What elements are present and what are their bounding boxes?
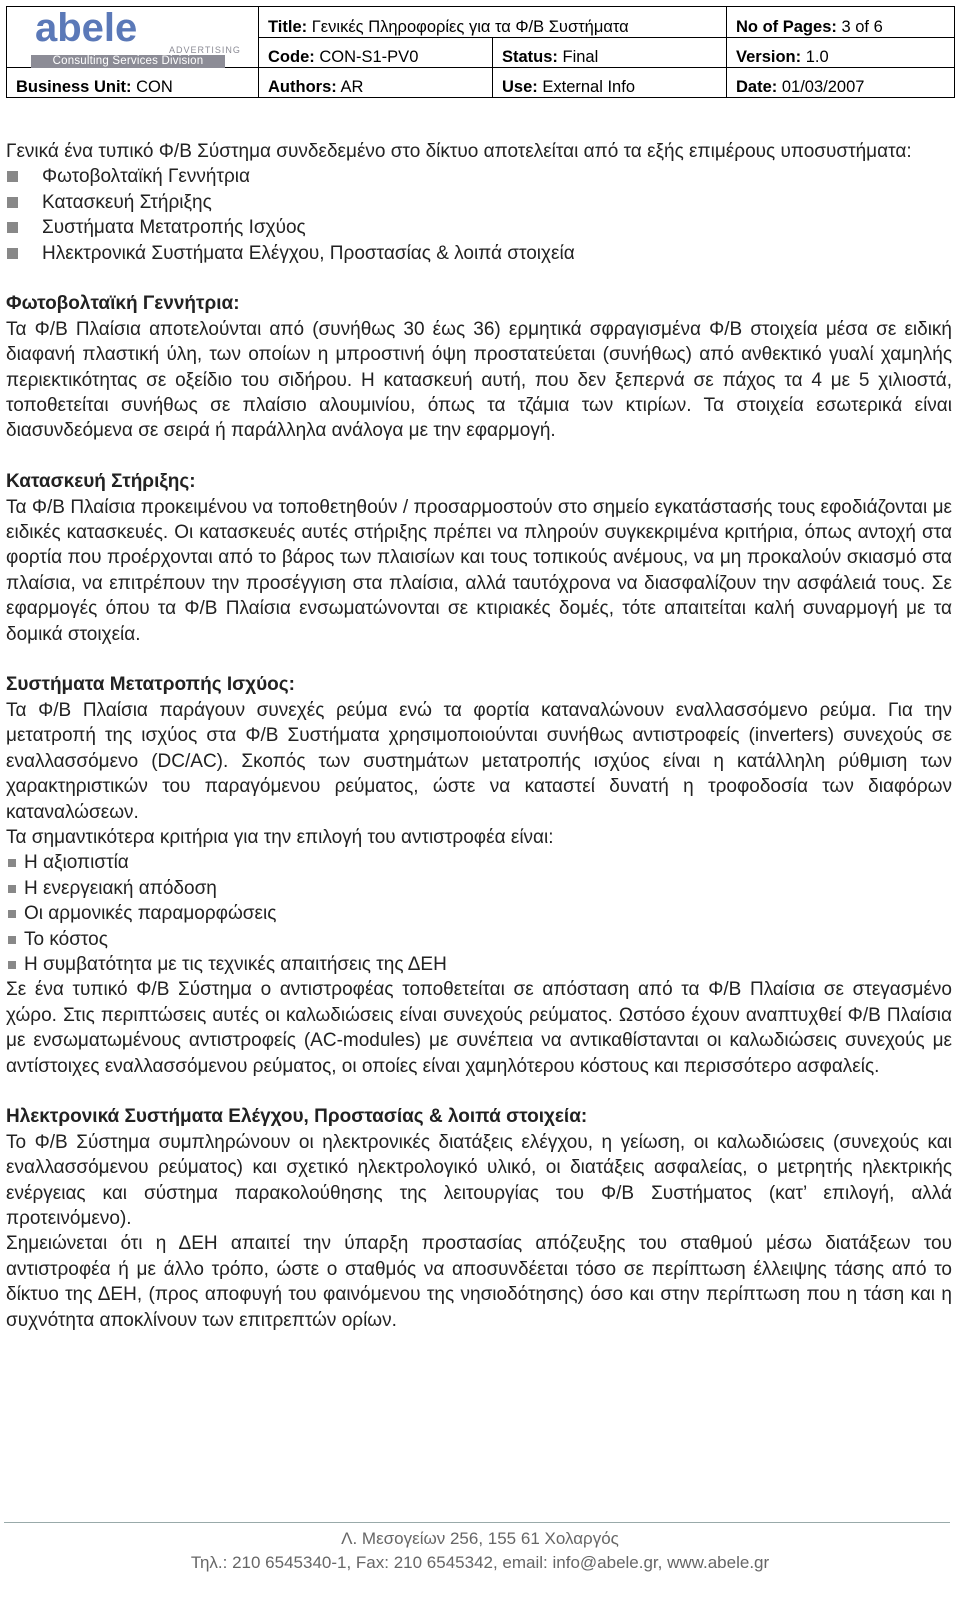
business-unit-value: CON xyxy=(136,78,173,96)
business-unit-cell xyxy=(7,68,259,98)
list-item: Η αξιοπιστία xyxy=(6,850,952,875)
section-heading-pv-generator: Φωτοβολταϊκή Γεννήτρια: xyxy=(6,293,240,315)
abele-logo-icon xyxy=(29,6,241,55)
status-cell xyxy=(493,37,727,68)
footer-contact: Τηλ.: 210 6545340-1, Fax: 210 6545342, email: info@abele.gr, www.abele.gr xyxy=(190,1553,770,1572)
title-label: Title: xyxy=(268,17,308,36)
logo-tagline: Consulting Services Division xyxy=(31,55,225,68)
code-value: CON-S1-PV0 xyxy=(319,48,419,66)
version-value: 1.0 xyxy=(805,48,829,66)
section-text-mounting: Τα Φ/Β Πλαίσια προκειμένου να τοποθετηθούν / προσαρμοστούν στο σημείο εγκατάστασής τους εφοδιάζονται με ειδικές κατασκευές. Οι κατασκευές αυτές στήριξης πρέπει να πληρούν συγκεκριμένα κριτήρια, όπως αντοχή στα φορτία που προέρχονται από το βάρος των πλαισίων και τους τοπικούς ανέμους, να μη προκαλούν σκιασμό στα πλαίσια, να επιτρέπουν την προσέγγιση στα πλαίσια, αλλά ταυτόχρονα να διασφαλίζουν την ασφάλειά τους. Σε εφαρμογές όπου τα Φ/Β Πλαίσια ενσωματώνονται σε κτιριακές δομές, τότε απαιτείται καλή συναρμογή με τα δομικά στοιχεία. xyxy=(6,496,952,645)
list-item: Φωτοβολταϊκή Γεννήτρια xyxy=(6,164,952,189)
subsystems-list xyxy=(6,164,952,266)
use-value: External Info xyxy=(542,78,635,96)
authors-value: AR xyxy=(340,78,364,96)
authors-cell xyxy=(259,68,493,98)
section-text-control-systems: Το Φ/Β Σύστημα συμπληρώνουν οι ηλεκτρονικές διατάξεις ελέγχου, η γείωση, οι καλωδιώσεις (συνεχούς και εναλλασσόμενου ρεύματος) και σχετικό ηλεκτρολογικό υλικό, οι διατάξεις ασφαλείας, ο μετρητής ηλεκτρικής ενέργειας και σύστημα παρακολούθησης της λειτουργίας του Φ/Β Συστήματος (κατ’ επιλογή, αλλά προτεινόμενο). xyxy=(6,1131,952,1229)
criteria-list xyxy=(6,850,952,977)
pages-value: 3 of 6 xyxy=(841,17,883,36)
code-label: Code: xyxy=(268,48,315,66)
pages-cell xyxy=(727,7,955,38)
pages-label: No of Pages: xyxy=(736,17,837,36)
authors-label: Authors: xyxy=(268,78,337,96)
version-label: Version: xyxy=(736,48,802,66)
section-text-pv-generator: Τα Φ/Β Πλαίσια αποτελούνται από (συνήθως 30 έως 36) ερμητικά σφραγισμένα Φ/Β στοιχεία μέσα σε ειδική διαφανή πλαστική ύλη, των οποίων η μπροστινή όψη προστατεύεται (συνήθως) από ανθεκτικό γυαλί χαμηλής περιεκτικότητας σε οξείδιο του σιδήρου. Η κατασκευή αυτή, που δεν ξεπερνά σε πάχος τα 4 με 5 χιλιοστά, τοποθετείται συνήθως σε πλαίσιο αλουμινίου, όπως τα τζάμια των κτιρίων. Τα στοιχεία εσωτερικά είναι διασυνδεόμενα σε σειρά ή παράλληλα ανάλογα με την εφαρμογή. xyxy=(6,318,952,442)
list-item: Οι αρμονικές παραμορφώσεις xyxy=(6,901,952,926)
logo-wordmark: abele xyxy=(35,6,138,50)
version-cell xyxy=(727,37,955,68)
status-label: Status: xyxy=(502,48,558,66)
footer-address: Λ. Μεσογείων 256, 155 61 Χολαργός xyxy=(341,1529,619,1548)
list-item: Η ενεργειακή απόδοση xyxy=(6,876,952,901)
page-footer xyxy=(0,1527,960,1575)
list-item: Η συμβατότητα με τις τεχνικές απαιτήσεις της ΔΕΗ xyxy=(6,952,952,977)
date-label: Date: xyxy=(736,78,778,96)
use-cell xyxy=(493,68,727,98)
footer-divider xyxy=(4,1522,950,1523)
section-heading-power-conversion: Συστήματα Μετατροπής Ισχύος: xyxy=(6,674,295,696)
code-cell xyxy=(259,37,493,68)
section-text-power-conversion-2: Σε ένα τυπικό Φ/Β Σύστημα ο αντιστροφέας τοποθετείται σε απόσταση από τα Φ/Β Πλαίσια σε στεγασμένο χώρο. Στις περιπτώσεις αυτές οι καλωδιώσεις είναι συνεχούς ρεύματος. Ωστόσο έχουν αναπτυχθεί Φ/Β Πλαίσια με ενσωματωμένους αντιστροφείς (AC-modules) με συνέπεια να αντικαθίστανται οι καλωδιώσεις συνεχούς με αντίστοιχες εναλλασσόμενου ρεύματος, οι οποίες είναι χαμηλότερου κόστους και περισσότερο ασφαλείς. xyxy=(6,979,952,1077)
company-logo xyxy=(7,7,247,67)
section-text-power-conversion: Τα Φ/Β Πλαίσια παράγουν συνεχές ρεύμα ενώ τα φορτία καταναλώνουν εναλλασσόμενο ρεύμα. Για την μετατροπή της ισχύος στα Φ/Β Συστήματα χρησιμοποιούνται συνήθως αντιστροφείς (inverters) συνεχούς σε εναλλασσόμενο (DC/AC). Σκοπός των συστημάτων μετατροπής ισχύος είναι η κατάλληλη ρύθμιση των χαρακτηριστικών του παραγόμενου ρεύματος, ώστε να καταστεί δυνατή η τροφοδοσία των διαφόρων καταναλώσεων. xyxy=(6,699,952,823)
use-label: Use: xyxy=(502,78,538,96)
section-heading-control-systems: Ηλεκτρονικά Συστήματα Ελέγχου, Προστασίας & λοιπά στοιχεία: xyxy=(6,1106,588,1128)
status-value: Final xyxy=(562,48,599,66)
document-body xyxy=(6,139,952,1333)
title-value: Γενικές Πληροφορίες για τα Φ/Β Συστήματα xyxy=(311,17,629,36)
logo-subtitle: ADVERTISING xyxy=(169,45,241,55)
date-value: 01/03/2007 xyxy=(781,78,865,96)
criteria-intro: Τα σημαντικότερα κριτήρια για την επιλογή του αντιστροφέα είναι: xyxy=(6,826,554,848)
list-item: Ηλεκτρονικά Συστήματα Ελέγχου, Προστασίας & λοιπά στοιχεία xyxy=(6,241,952,266)
section-text-control-systems-2: Σημειώνεται ότι η ΔΕΗ απαιτεί την ύπαρξη προστασίας απόζευξης του σταθμού μέσω διατάξεων του αντιστροφέα ή με άλλο τρόπο, ώστε ο σταθμός να αποσυνδέεται τόσο σε περίπτωση έλλειψης τάσης από το δίκτυο της ΔΕΗ, (προς αποφυγή του φαινόμενου της νησιοδότησης) όσο και στην περίπτωση που η τάση και η συχνότητα αποκλίνουν των επιτρεπτών ορίων. xyxy=(6,1233,952,1331)
list-item: Συστήματα Μετατροπής Ισχύος xyxy=(6,215,952,240)
date-cell xyxy=(727,68,955,98)
document-header xyxy=(6,6,954,98)
intro-paragraph: Γενικά ένα τυπικό Φ/Β Σύστημα συνδεδεμένο στο δίκτυο αποτελείται από τα εξής επιμέρους υποσυστήματα: xyxy=(6,141,912,162)
header-table xyxy=(6,6,955,98)
list-item: Κατασκευή Στήριξης xyxy=(6,190,952,215)
logo-cell xyxy=(7,7,259,68)
section-heading-mounting: Κατασκευή Στήριξης: xyxy=(6,471,196,493)
title-cell xyxy=(259,7,727,38)
business-unit-label: Business Unit: xyxy=(16,78,132,96)
list-item: Το κόστος xyxy=(6,927,952,952)
